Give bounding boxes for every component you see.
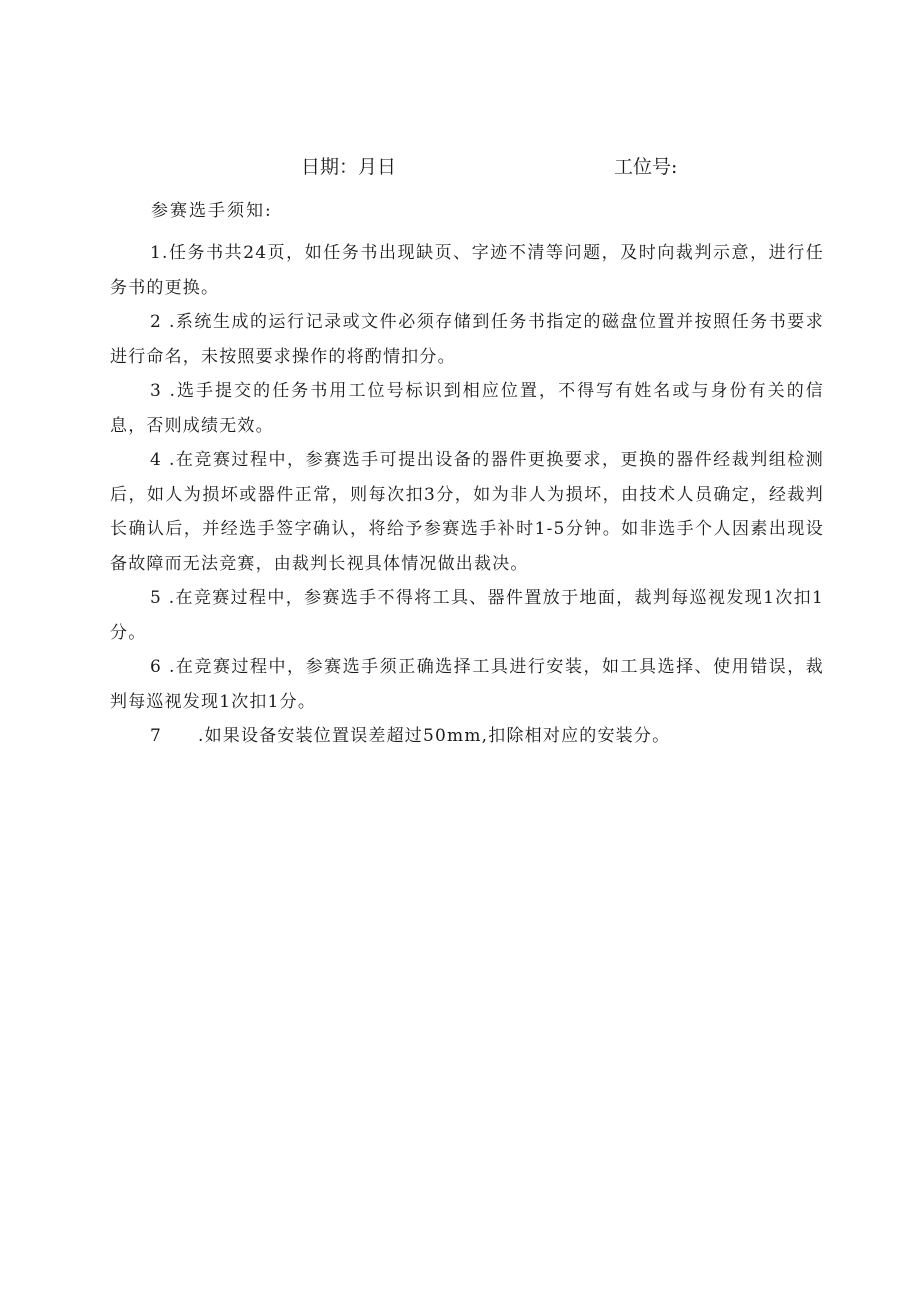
date-label: 日期：月日 xyxy=(301,156,397,178)
rule-item-4 xyxy=(110,443,824,581)
rule-item-6 xyxy=(110,650,824,719)
station-number-label: 工位号: xyxy=(614,156,678,178)
rule-item-3 xyxy=(110,374,824,443)
rule-text: 系统生成的运行记录或文件必须存储到任务书指定的磁盘位置并按照任务书要求进行命名，未按照要求操作的将酌情扣分。 xyxy=(110,312,824,367)
rule-text: 选手提交的任务书用工位号标识到相应位置，不得写有姓名或与身份有关的信息，否则成绩无效。 xyxy=(110,381,824,436)
rule-number: 6 . xyxy=(150,657,176,677)
rule-number: 3 . xyxy=(150,381,177,401)
rule-number: 4 . xyxy=(150,450,176,470)
rule-number: 1. xyxy=(150,243,169,263)
rule-number: 7 xyxy=(150,726,163,746)
rule-item-7 xyxy=(110,719,824,754)
notice-title: 参赛选手须知: xyxy=(151,201,273,221)
rule-text: 在竞赛过程中，参赛选手可提出设备的器件更换要求，更换的器件经裁判组检测后，如人为损坏或器件正常，则每次扣3分，如为非人为损坏，由技术人员确定，经裁判长确认后，并经选手签字确认，将给予参赛选手补时1-5分钟。如非选手个人因素出现设备故障而无法竞赛，由裁判长视具体情况做出裁决。 xyxy=(110,450,824,574)
rule-text: 在竞赛过程中，参赛选手须正确选择工具进行安装，如工具选择、使用错误，裁判每巡视发现1次扣1分。 xyxy=(110,657,824,712)
page-header xyxy=(0,152,920,186)
rule-number: 2 . xyxy=(150,312,176,332)
rules-list xyxy=(110,236,824,754)
rule-item-5 xyxy=(110,581,824,650)
rule-item-1 xyxy=(110,236,824,305)
rule-text: .如果设备安装位置误差超过50mm,扣除相对应的安装分。 xyxy=(198,726,671,746)
rule-number: 5 . xyxy=(150,588,176,608)
rule-text: 任务书共24页，如任务书出现缺页、字迹不清等问题，及时向裁判示意，进行任务书的更换。 xyxy=(110,243,824,298)
rule-item-2 xyxy=(110,305,824,374)
rule-text: 在竞赛过程中，参赛选手不得将工具、器件置放于地面，裁判每巡视发现1次扣1分。 xyxy=(110,588,824,643)
